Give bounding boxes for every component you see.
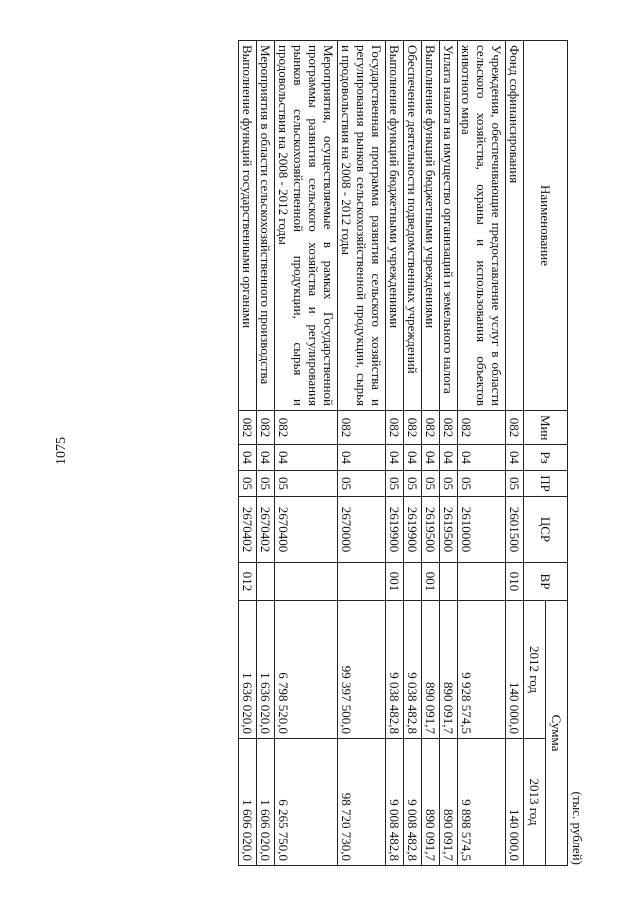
- header-vr: ВР: [524, 563, 568, 601]
- cell-csr: 2610000: [458, 497, 506, 563]
- cell-vr: 012: [239, 563, 257, 601]
- cell-rz: 04: [422, 445, 440, 471]
- page-number: 1075: [54, 437, 69, 465]
- cell-name: Фонд софинансирования: [506, 41, 524, 411]
- cell-y2013: 890 091,7: [422, 739, 440, 866]
- table-row: [440, 41, 458, 866]
- cell-pr: 05: [386, 471, 404, 497]
- cell-y2013: 9 898 574,5: [458, 739, 506, 866]
- cell-y2013: 890 091,7: [440, 739, 458, 866]
- cell-y2013: 9 008 482,8: [386, 739, 404, 866]
- unit-note: (тыс. рублей): [570, 791, 585, 865]
- cell-csr: 2670402: [239, 497, 257, 563]
- header-2012: 2012 год: [524, 601, 546, 739]
- cell-min: 082: [338, 411, 386, 445]
- cell-rz: 04: [404, 445, 422, 471]
- cell-y2013: 140 000,0: [506, 739, 524, 866]
- cell-pr: 05: [275, 471, 338, 497]
- header-name: Наименование: [524, 41, 568, 411]
- cell-min: 082: [506, 411, 524, 445]
- table-row: [386, 41, 404, 866]
- cell-y2012: 890 091,7: [422, 601, 440, 739]
- cell-csr: 2619500: [440, 497, 458, 563]
- header-2013: 2013 год: [524, 739, 546, 866]
- header-sum: Сумма: [546, 601, 568, 866]
- cell-y2012: 1 636 020,0: [257, 601, 275, 739]
- cell-min: 082: [422, 411, 440, 445]
- cell-vr: [275, 563, 338, 601]
- cell-pr: 05: [239, 471, 257, 497]
- cell-min: 082: [386, 411, 404, 445]
- cell-pr: 05: [338, 471, 386, 497]
- cell-y2012: 140 000,0: [506, 601, 524, 739]
- cell-vr: [257, 563, 275, 601]
- cell-y2012: 890 091,7: [440, 601, 458, 739]
- cell-rz: 04: [338, 445, 386, 471]
- cell-name: Мероприятия в области сельскохозяйственного производства: [257, 41, 275, 411]
- cell-y2013: 1 606 020,0: [257, 739, 275, 866]
- cell-rz: 04: [506, 445, 524, 471]
- cell-pr: 05: [404, 471, 422, 497]
- cell-name: Выполнение функций государственными органами: [239, 41, 257, 411]
- cell-rz: 04: [257, 445, 275, 471]
- cell-pr: 05: [458, 471, 506, 497]
- header-min: Мин: [524, 411, 568, 445]
- cell-rz: 04: [458, 445, 506, 471]
- cell-csr: 2670402: [257, 497, 275, 563]
- cell-name: Учреждения, обеспечивающие предоставление услуг в области сельского хозяйства, охраны и использования объектов животного мира: [458, 41, 506, 411]
- cell-pr: 05: [257, 471, 275, 497]
- cell-rz: 04: [386, 445, 404, 471]
- cell-pr: 05: [440, 471, 458, 497]
- cell-csr: 2670000: [338, 497, 386, 563]
- cell-y2012: 1 636 020,0: [239, 601, 257, 739]
- cell-csr: 2619900: [404, 497, 422, 563]
- table-row: [422, 41, 440, 866]
- cell-name: Уплата налога на имущество организаций и земельного налога: [440, 41, 458, 411]
- table-row: [338, 41, 386, 866]
- cell-pr: 05: [422, 471, 440, 497]
- cell-y2013: 98 720 730,0: [338, 739, 386, 866]
- cell-vr: [404, 563, 422, 601]
- header-pr: ПР: [524, 471, 568, 497]
- cell-y2012: 6 798 520,0: [275, 601, 338, 739]
- cell-name: Мероприятия, осуществляемые в рамках Государственной программы развития сельского хозяйства и регулирования рынков сельскохозяйственной продукции, сырья и продовольствия на 2008 - 2012 годы: [275, 41, 338, 411]
- cell-name: Обеспечение деятельности подведомственных учреждений: [404, 41, 422, 411]
- cell-min: 082: [275, 411, 338, 445]
- table-row: [506, 41, 524, 866]
- cell-vr: [440, 563, 458, 601]
- table-row: [239, 41, 257, 866]
- cell-y2013: 1 606 020,0: [239, 739, 257, 866]
- cell-csr: 2619500: [422, 497, 440, 563]
- cell-rz: 04: [440, 445, 458, 471]
- cell-y2013: 6 265 750,0: [275, 739, 338, 866]
- cell-vr: 001: [386, 563, 404, 601]
- cell-vr: [458, 563, 506, 601]
- table-row: [404, 41, 422, 866]
- cell-y2012: 99 397 500,0: [338, 601, 386, 739]
- header-csr: ЦСР: [524, 497, 568, 563]
- cell-name: Выполнение функций бюджетными учреждениями: [422, 41, 440, 411]
- cell-rz: 04: [275, 445, 338, 471]
- cell-name: Государственная программа развития сельского хозяйства и регулирования рынков сельскохозяйственной продукции, сырья и продовольствия на 2008 - 2012 годы: [338, 41, 386, 411]
- table-row: [257, 41, 275, 866]
- cell-vr: [338, 563, 386, 601]
- cell-min: 082: [440, 411, 458, 445]
- cell-min: 082: [458, 411, 506, 445]
- cell-name: Выполнение функций бюджетными учреждениями: [386, 41, 404, 411]
- cell-min: 082: [239, 411, 257, 445]
- cell-y2012: 9 038 482,8: [404, 601, 422, 739]
- cell-csr: 2601500: [506, 497, 524, 563]
- table-body: [239, 41, 524, 866]
- table-row: [275, 41, 338, 866]
- cell-vr: 010: [506, 563, 524, 601]
- cell-y2012: 9 038 482,8: [386, 601, 404, 739]
- cell-csr: 2619900: [386, 497, 404, 563]
- cell-y2013: 9 008 482,8: [404, 739, 422, 866]
- table-row: [458, 41, 506, 866]
- cell-csr: 2670400: [275, 497, 338, 563]
- cell-pr: 05: [506, 471, 524, 497]
- cell-min: 082: [404, 411, 422, 445]
- cell-rz: 04: [239, 445, 257, 471]
- cell-vr: 001: [422, 563, 440, 601]
- cell-y2012: 9 928 574,5: [458, 601, 506, 739]
- budget-table: [238, 40, 568, 866]
- cell-min: 082: [257, 411, 275, 445]
- rotated-document: [115, 40, 585, 865]
- header-rz: Рз: [524, 445, 568, 471]
